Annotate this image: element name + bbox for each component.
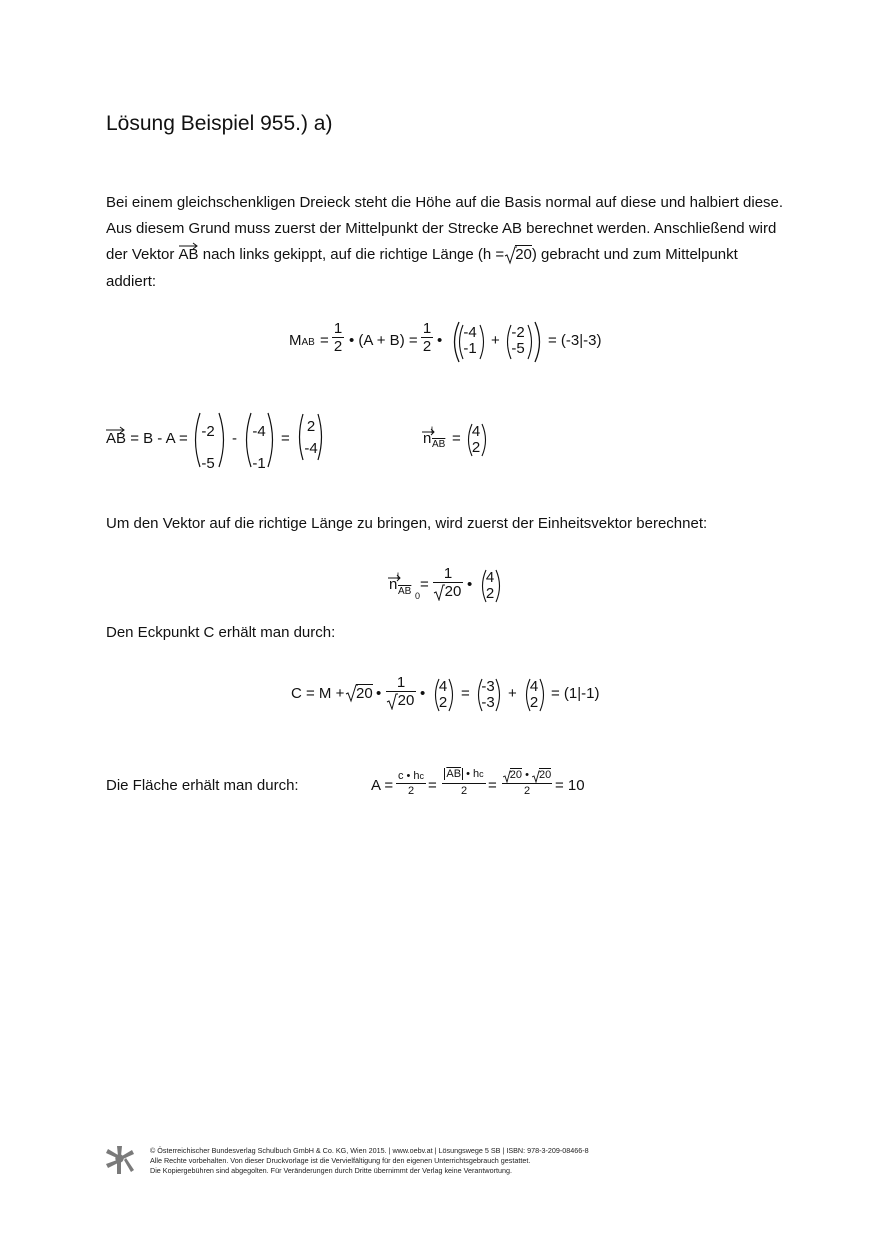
dot-operator: • [437,332,443,349]
vector-value: 4 2 [438,678,448,711]
fraction-half: 1 2 [333,320,343,355]
intro-line-3: der Vektor AB nach links gekippt, auf die richtige Länge (h = 20) gebracht und zum Mittelpunkt [106,246,738,263]
paragraph-unit-vector: Um den Vektor auf die richtige Länge zu bringen, wird zuerst der Einheitsvektor berechnet: [106,515,708,532]
right-paren [266,412,278,468]
vector-ab: AB [179,246,199,263]
right-paren [494,678,504,712]
sqrt-icon [386,692,398,710]
dot-operator: • [420,685,426,702]
publisher-logo-icon [104,1144,136,1176]
equals-sign: = [461,685,470,702]
sqrt-expression: 20 [504,246,532,263]
vector-ab-result: 2 -4 [304,418,318,457]
sqrt-icon [345,683,358,703]
vector-a: -4 -1 [463,324,477,357]
right-paren [538,678,548,712]
midpoint-vector: -3 -3 [481,678,495,711]
equals-sign: = [281,430,290,447]
big-right-paren [533,321,545,363]
sum-expression: • (A + B) = [349,332,418,349]
area-label: Die Fläche erhält man durch: [106,777,299,794]
sqrt-icon [532,770,540,783]
right-paren [217,412,229,468]
midpoint-result: = (-3|-3) [548,332,602,349]
plus-sign: + [508,685,517,702]
area-fraction-2: $\overline{AB}$ • hc 2 [442,766,486,798]
intro-line-4: addiert: [106,273,157,290]
right-paren [478,324,488,360]
point-c-result: = (1|-1) [551,685,600,702]
right-paren [480,423,490,457]
footer-line-2: Alle Rechte vorbehalten. Von dieser Druckvorlage ist die Vervielfältigung für den eigenen Unterrichtsgebrauch gestattet. [150,1156,531,1165]
footer-line-3: Die Kopiergebühren sind abgegolten. Für Veränderungen durch Dritte übernimmt der Verlag keine Verantwortung. [150,1166,512,1175]
footer [150,1146,589,1176]
equals-sign: = [420,576,429,593]
area-fraction-1: c • hc 2 [397,770,425,797]
fraction-half: 1 2 [422,320,432,355]
fraction-one-over-sqrt20: 1 20 [386,674,416,709]
point-c-lhs: C = M + [291,685,345,702]
vector-value: 4 2 [529,678,539,711]
paragraph-eckpunkt: Den Eckpunkt C erhält man durch: [106,624,336,641]
vector-a: -4 -1 [252,423,266,472]
sqrt-icon [504,245,517,265]
intro-line-1: Bei einem gleichschenkligen Dreieck steht die Höhe auf die Basis normal auf diese und halbiert diese. [106,194,784,211]
area-result: = 10 [555,777,585,794]
vector-arrow-icon [179,242,199,250]
plus-sign: + [491,332,500,349]
unit-normal-symbol: n l $\overline{AB}$ 0 [389,571,421,601]
vector-ab-label: AB = B - A = [106,430,188,447]
normal-vector-value: 4 2 [471,423,481,456]
equals-sign: = [428,777,437,794]
dot-operator: • [376,685,382,702]
sqrt-20: 20 [345,685,373,702]
right-paren [494,569,504,603]
minus-sign: - [232,430,237,447]
sqrt-icon [503,770,511,783]
right-paren [447,678,457,712]
vector-b: -2 -5 [511,324,525,357]
vector-arrow-icon [106,426,126,434]
intro-line-2: Aus diesem Grund muss zuerst der Mittelpunkt der Strecke AB berechnet werden. Anschließend wird [106,220,777,237]
equals-sign: = [488,777,497,794]
page-title: Lösung Beispiel 955.) a) [106,112,333,135]
unit-vector-value: 4 2 [485,569,495,602]
footer-line-1: © Österreichischer Bundesverlag Schulbuch GmbH & Co. KG, Wien 2015. | www.oebv.at | Lösungswege 5 SB | ISBN: 978-3-209-08466-8 [150,1146,589,1155]
equals-sign: = [452,430,461,447]
normal-vector-symbol: n l $\overline{AB}$ [423,425,446,450]
right-paren [316,413,326,461]
area-lhs: A = [371,777,394,794]
midpoint-lhs: MAB [289,332,315,349]
sqrt-icon [433,583,445,601]
area-fraction-3: 20 • 20 2 [502,768,552,798]
vector-b: -2 -5 [201,423,215,472]
dot-operator: • [467,576,473,593]
fraction-one-over-sqrt20: 1 20 [433,565,463,600]
equals-sign: = [320,332,329,349]
